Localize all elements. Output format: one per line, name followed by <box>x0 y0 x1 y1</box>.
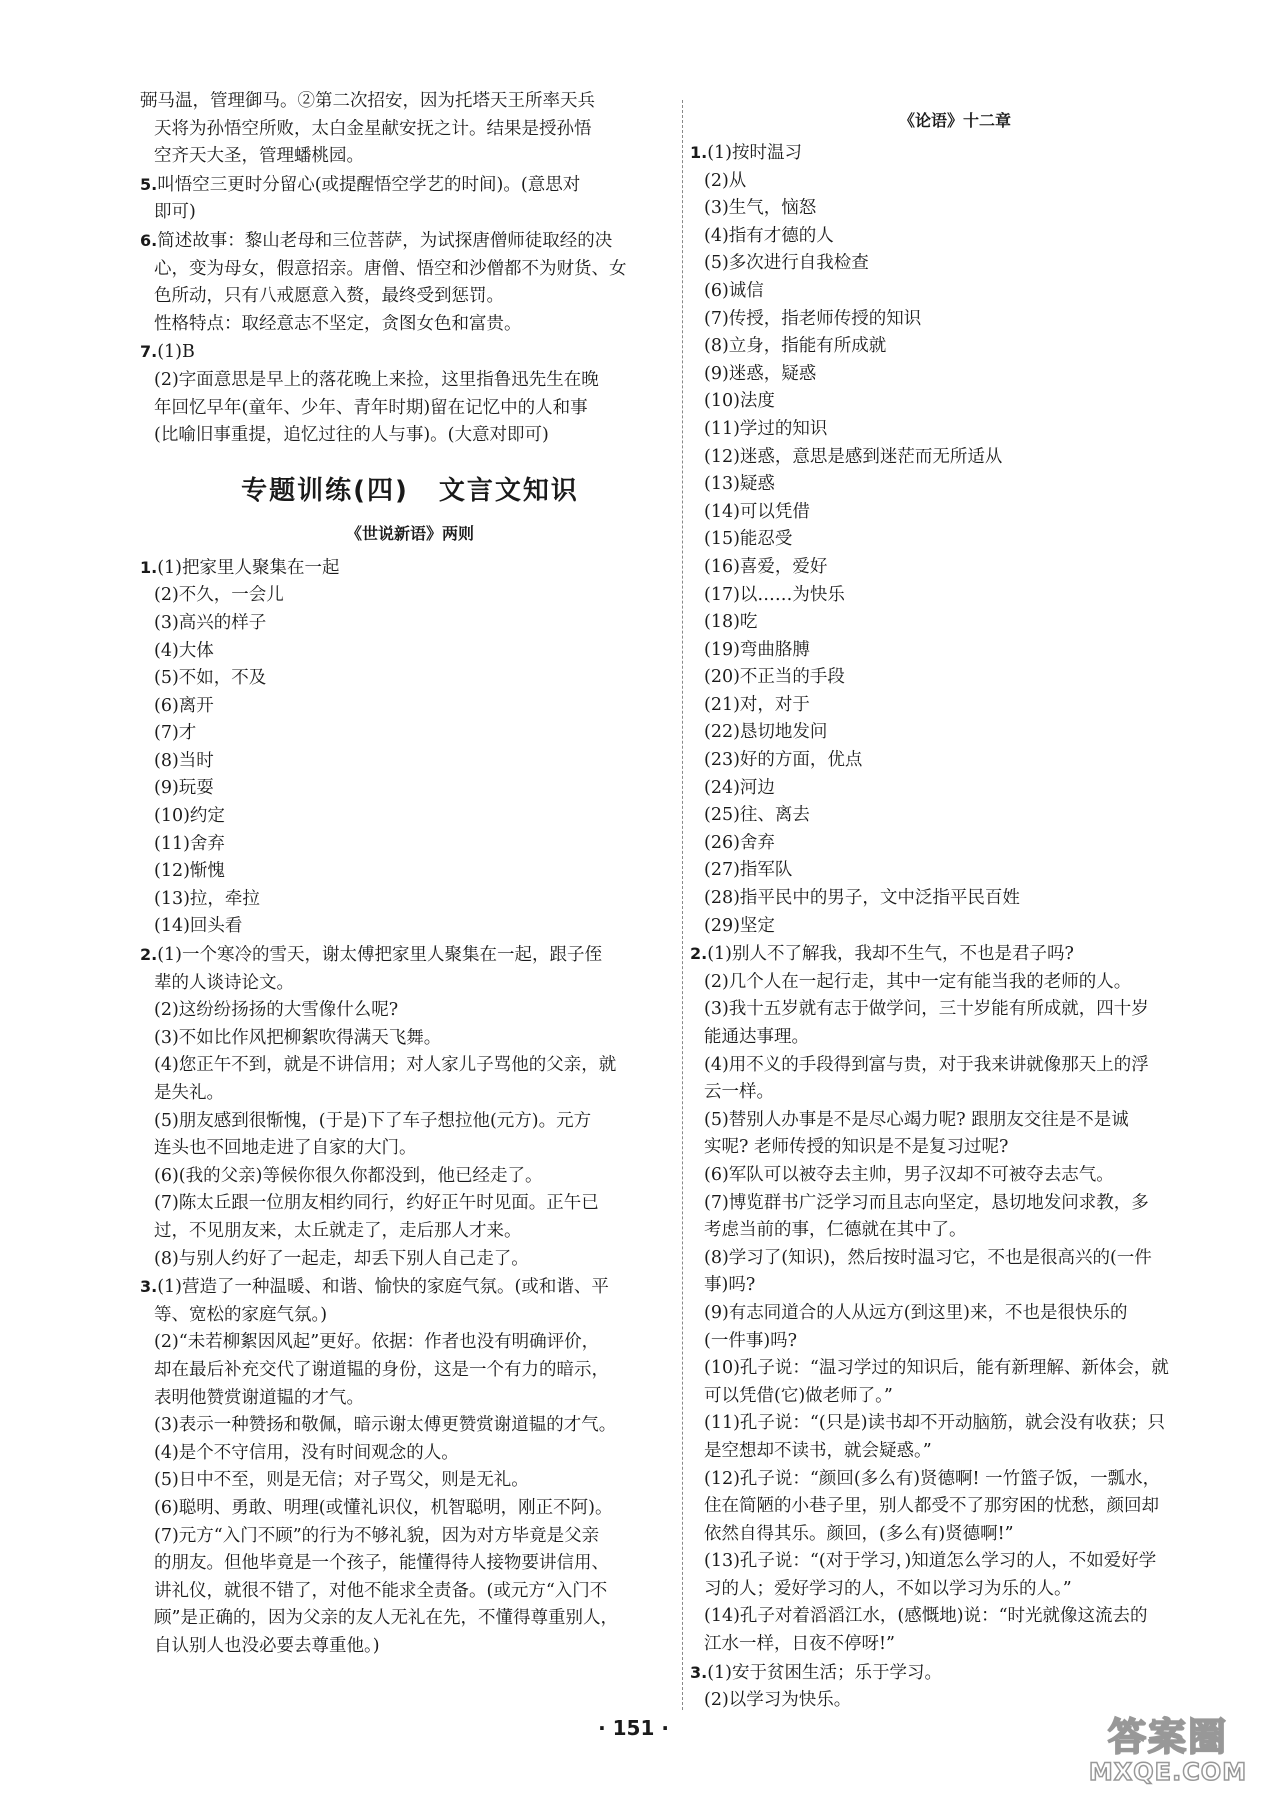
answer-line: 云一样。 <box>704 1082 774 1103</box>
answer-text: (1)别人不了解我，我却不生气，不也是君子吗? <box>707 944 1074 965</box>
watermark-url: MXQE.COM <box>1088 1758 1248 1786</box>
answer-line: (13)疑惑 <box>704 474 775 495</box>
answer-text: (1)B <box>157 342 195 363</box>
answer-line: 的朋友。但他毕竟是一个孩子，能懂得待人接物要讲信用、 <box>154 1553 609 1574</box>
answer-line: 可以凭借(它)做老师了。” <box>704 1385 893 1406</box>
answer-line: (14)可以凭借 <box>704 501 810 522</box>
answer-line: (4)大体 <box>154 640 214 661</box>
answer-line: (24)河边 <box>704 777 775 798</box>
answer-line: (28)指平民中的男子，文中泛指平民百姓 <box>704 888 1020 909</box>
watermark-logo <box>1083 1716 1253 1788</box>
answer-line: (8)立身，指能有所成就 <box>704 336 887 357</box>
answer-line: (2)以学习为快乐。 <box>704 1690 852 1711</box>
answer-line: 连头也不回地走进了自家的大门。 <box>154 1138 417 1159</box>
question-2 <box>140 941 680 970</box>
answer-line: (5)替别人办事是不是尽心竭力呢? 跟朋友交往是不是诚 <box>704 1109 1129 1130</box>
answer-line: 顾”是正确的，因为父亲的友人无礼在先，不懂得尊重别人， <box>154 1608 618 1629</box>
answer-line: (7)陈太丘跟一位朋友相约同行，约好正午时见面。正午已 <box>154 1193 599 1214</box>
answer-line: 过，不见朋友来，太丘就走了，走后那人才来。 <box>154 1220 522 1241</box>
question-number: 6. <box>140 230 158 250</box>
question-number: 7. <box>140 342 158 362</box>
answer-text: (1)按时温习 <box>707 143 803 163</box>
question-7 <box>140 338 680 367</box>
question-1 <box>140 554 680 583</box>
answer-line: (21)对，对于 <box>704 694 810 715</box>
answer-line: (12)惭愧 <box>154 861 225 882</box>
question-6 <box>140 227 680 256</box>
answer-line: (9)有志同道合的人从远方(到这里)来，不也是很快乐的 <box>704 1302 1128 1323</box>
answer-line: (19)弯曲胳膊 <box>704 639 810 660</box>
intro-line: 弼马温，管理御马。②第二次招安，因为托塔天王所率天兵 <box>140 91 595 111</box>
answer-line: (2)不久，一会儿 <box>154 585 284 606</box>
answer-line: (6)(我的父亲)等候你很久你都没到，他已经走了。 <box>154 1165 543 1186</box>
answer-line: (10)孔子说：“温习学过的知识后，能有新理解、新体会，就 <box>704 1358 1169 1379</box>
answer-line: (13)拉，牵拉 <box>154 888 260 909</box>
answer-line: 自认别人也没必要去尊重他。) <box>154 1635 380 1656</box>
answer-line: (25)往、离去 <box>704 805 810 826</box>
answer-line: (29)坚定 <box>704 915 775 936</box>
intro-line: 天将为孙悟空所败，太白金星献安抚之计。结果是授孙悟 <box>154 118 592 139</box>
answer-line: (3)表示一种赞扬和敬佩，暗示谢太傅更赞赏谢道韫的才气。 <box>154 1415 617 1436</box>
answer-line: (4)指有才德的人 <box>704 225 834 246</box>
answer-line: 辈的人谈诗论文。 <box>154 972 294 993</box>
answer-line: (5)朋友感到很惭愧，(于是)下了车子想拉他(元方)。元方 <box>154 1110 592 1131</box>
question-5 <box>140 171 680 200</box>
answer-line: 是失礼。 <box>154 1083 224 1103</box>
answer-line: (17)以……为快乐 <box>704 584 845 605</box>
answer-line: 年回忆早年(童年、少年、青年时期)留在记忆中的人和事 <box>154 397 588 418</box>
lesson-subtitle: 《世说新语》两则 <box>345 523 474 543</box>
answer-line: (8)学习了(知识)，然后按时温习它，不也是很高兴的(一件 <box>704 1247 1152 1268</box>
answer-line: (6)诚信 <box>704 280 764 301</box>
column-divider <box>682 100 683 1710</box>
answer-line: (16)喜爱，爱好 <box>704 556 828 577</box>
answer-line: (22)恳切地发问 <box>704 722 828 743</box>
intro-line: 空齐天大圣，管理蟠桃园。 <box>154 146 364 167</box>
answer-line: (2)字面意思是早上的落花晚上来捡，这里指鲁迅先生在晚 <box>154 369 599 390</box>
answer-line: (14)回头看 <box>154 916 243 937</box>
answer-line: (7)才 <box>154 723 197 744</box>
answer-line: (9)迷惑，疑惑 <box>704 363 817 384</box>
answer-line: (2)这纷纷扬扬的大雪像什么呢? <box>154 1000 399 1021</box>
answer-line: (13)孔子说：“(对于学习，)知道怎么学习的人，不如爱好学 <box>704 1551 1157 1572</box>
answer-line: (11)孔子说：“(只是)读书却不开动脑筋，就会没有收获；只 <box>704 1413 1166 1434</box>
answer-text: (1)安于贫困生活；乐于学习。 <box>707 1662 943 1683</box>
question-1 <box>690 139 1220 168</box>
question-number: 2. <box>690 944 708 964</box>
answer-line: (7)博览群书广泛学习而且志向坚定，恳切地发问求教，多 <box>704 1192 1149 1213</box>
answer-line: (11)学过的知识 <box>704 418 828 439</box>
question-3 <box>690 1659 1220 1688</box>
answer-line: (5)多次进行自我检查 <box>704 253 869 274</box>
question-number: 1. <box>140 557 158 577</box>
answer-line: 实呢? 老师传授的知识是不是复习过呢? <box>704 1137 1009 1158</box>
answer-line: (9)玩耍 <box>154 778 214 799</box>
answer-line: 江水一样，日夜不停呀!” <box>704 1634 895 1655</box>
answer-line: 依然自得其乐。颜回，(多么有)贤德啊!” <box>704 1523 1014 1544</box>
answer-line: (比喻旧事重提，追忆过往的人与事)。(大意对即可) <box>154 425 549 446</box>
answer-line: 表明他赞赏谢道韫的才气。 <box>154 1387 364 1408</box>
answer-line: (12)迷惑，意思是感到迷茫而无所适从 <box>704 446 1003 467</box>
answer-line: (10)法度 <box>704 391 775 412</box>
answer-line: (15)能忍受 <box>704 529 793 550</box>
answer-line: (14)孔子对着滔滔江水，(感慨地)说：“时光就像这流去的 <box>704 1606 1148 1627</box>
answer-line: (5)日中不至，则是无信；对子骂父，则是无礼。 <box>154 1470 529 1491</box>
question-number: 2. <box>140 945 158 965</box>
section-title-topic: 文言文知识 <box>438 475 579 506</box>
answer-line: (18)吃 <box>704 612 758 633</box>
answer-line: (23)好的方面，优点 <box>704 750 863 771</box>
right-column <box>690 88 1220 1715</box>
answer-line: (2)“未若柳絮因风起”更好。依据：作者也没有明确评价， <box>154 1332 600 1353</box>
lesson-subtitle: 《论语》十二章 <box>898 111 1011 130</box>
answer-line: 讲礼仪，就很不错了，对他不能求全责备。(或元方“入门不 <box>154 1580 608 1601</box>
answer-line: (11)舍弃 <box>154 833 225 854</box>
answer-line: (27)指军队 <box>704 860 793 881</box>
answer-line: 色所动，只有八戒愿意入赘，最终受到惩罚。 <box>154 286 504 307</box>
answer-line: 能通达事理。 <box>704 1027 809 1047</box>
answer-line: 是空想却不读书，就会疑惑。” <box>704 1440 932 1461</box>
question-number: 1. <box>690 143 708 162</box>
answer-line: (7)元方“入门不顾”的行为不够礼貌，因为对方毕竟是父亲 <box>154 1525 600 1546</box>
question-3 <box>140 1273 680 1302</box>
question-2 <box>690 940 1220 969</box>
answer-line: 事)吗? <box>704 1275 756 1296</box>
answer-line: (3)不如比作风把柳絮吹得满天飞舞。 <box>154 1027 442 1048</box>
watermark-text: 答案圈 <box>1107 1715 1228 1759</box>
answer-line: (4)您正午不到，就是不讲信用；对人家儿子骂他的父亲，就 <box>154 1055 617 1076</box>
answer-line: (6)离开 <box>154 695 214 716</box>
answer-line: (5)不如，不及 <box>154 668 267 689</box>
answer-line: (8)与别人约好了一起走，却丢下别人自己走了。 <box>154 1248 529 1269</box>
answer-line: (12)孔子说：“颜回(多么有)贤德啊! 一竹篮子饭，一瓢水， <box>704 1468 1161 1489</box>
answer-line: 却在最后补充交代了谢道韫的身份，这是一个有力的暗示， <box>154 1359 609 1380</box>
question-number: 5. <box>140 174 158 194</box>
answer-line: (3)高兴的样子 <box>154 612 267 633</box>
answer-line: 性格特点：取经意志不坚定，贪图女色和富贵。 <box>154 313 522 334</box>
answer-line: (20)不正当的手段 <box>704 667 845 688</box>
answer-line: (3)我十五岁就有志于做学问，三十岁能有所成就，四十岁 <box>704 999 1149 1020</box>
answer-line: (3)生气，恼怒 <box>704 198 817 219</box>
answer-line: (8)当时 <box>154 750 214 771</box>
answer-line: 等、宽松的家庭气氛。) <box>154 1304 328 1325</box>
answer-line: 即可) <box>154 202 196 223</box>
answer-text: 简述故事：黎山老母和三位菩萨，为试探唐僧师徒取经的决 <box>157 230 613 251</box>
page-number: · 151 · <box>598 1716 669 1740</box>
answer-line: (10)约定 <box>154 806 225 827</box>
answer-line: (6)聪明、勇敢、明理(或懂礼识仪，机智聪明，刚正不阿)。 <box>154 1497 613 1518</box>
question-number: 3. <box>690 1662 708 1682</box>
answer-line: (2)从 <box>704 170 747 191</box>
answer-text: (1)一个寒冷的雪天，谢太傅把家里人聚集在一起，跟子侄 <box>157 945 603 966</box>
answer-text: 叫悟空三更时分留心(或提醒悟空学艺的时间)。(意思对 <box>157 174 581 195</box>
answer-line: (4)是个不守信用，没有时间观念的人。 <box>154 1442 459 1463</box>
answer-text: (1)把家里人聚集在一起 <box>157 557 340 578</box>
answer-line: 考虑当前的事，仁德就在其中了。 <box>704 1220 967 1241</box>
section-title <box>140 470 680 507</box>
left-column <box>140 88 680 1660</box>
section-title-number: 专题训练(四) <box>241 475 409 506</box>
answer-line: (4)用不义的手段得到富与贵，对于我来讲就像那天上的浮 <box>704 1054 1149 1075</box>
answer-line: (6)军队可以被夺去主帅，男子汉却不可被夺去志气。 <box>704 1164 1114 1185</box>
answer-line: 习的人；爱好学习的人，不如以学习为乐的人。” <box>704 1578 1072 1599</box>
answer-line: (26)舍弃 <box>704 832 775 853</box>
answer-line: (7)传授，指老师传授的知识 <box>704 308 922 329</box>
question-number: 3. <box>140 1277 158 1297</box>
answer-line: (一件事)吗? <box>704 1330 798 1351</box>
answer-line: 住在简陋的小巷子里，别人都受不了那穷困的忧愁，颜回却 <box>704 1496 1159 1517</box>
answer-text: (1)营造了一种温暖、和谐、愉快的家庭气氛。(或和谐、平 <box>157 1277 609 1298</box>
answer-line: 心，变为母女，假意招亲。唐僧、悟空和沙僧都不为财货、女 <box>154 258 627 279</box>
answer-line: (2)几个人在一起行走，其中一定有能当我的老师的人。 <box>704 971 1132 992</box>
